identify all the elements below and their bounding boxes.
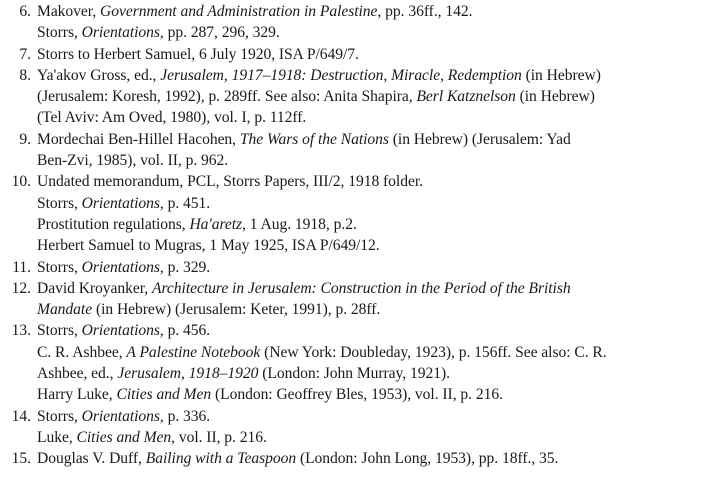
note-text xyxy=(37,299,380,320)
note-line xyxy=(0,342,706,363)
note-text xyxy=(37,1,472,22)
note-segment: Mordechai Ben-Hillel Hacohen, xyxy=(37,130,240,148)
note-number: 14. xyxy=(11,407,31,425)
italic-title: Orientations xyxy=(81,24,160,42)
note-line xyxy=(0,320,706,341)
note-segment: , p. 329. xyxy=(159,258,211,276)
italic-title: Cities and Men xyxy=(116,386,212,404)
note-line xyxy=(0,363,706,384)
note-line xyxy=(0,44,706,65)
note-segment: Herbert Samuel to Mugras, 1 May 1925, ISA P/649/12. xyxy=(37,237,380,255)
note-segment: Prostitution regulations, xyxy=(37,215,190,233)
note-line xyxy=(0,278,706,299)
note-line xyxy=(0,406,706,427)
note-segment: , 1 Aug. 1918, p.2. xyxy=(242,215,357,233)
note-line xyxy=(0,427,706,448)
note-number: 10. xyxy=(11,173,31,191)
note-segment: , p. 336. xyxy=(159,407,211,425)
note-segment: (in Hebrew) (Jerusalem: Yad xyxy=(388,130,571,148)
note-segment: Storrs, xyxy=(37,407,82,425)
note-segment: , p. 451. xyxy=(159,194,211,212)
note-line xyxy=(0,384,706,405)
note-line xyxy=(0,22,706,43)
note-line xyxy=(0,86,706,107)
italic-title: Orientations xyxy=(81,322,160,340)
note-line xyxy=(0,1,706,22)
note-segment: Douglas V. Duff, xyxy=(37,450,146,468)
note-number: 12. xyxy=(11,279,31,297)
note-number: 11. xyxy=(12,258,31,276)
note-segment: (in Hebrew) (Jerusalem: Keter, 1991), p. 28ff. xyxy=(92,301,381,319)
note-segment: Storrs, xyxy=(37,258,82,276)
note-segment: Undated memorandum, PCL, Storrs Papers, III/2, 1918 folder. xyxy=(37,173,423,191)
italic-title: Orientations xyxy=(81,407,160,425)
italic-title: Cities and Men xyxy=(76,428,172,446)
note-segment: Storrs, xyxy=(37,24,82,42)
note-segment: (London: John Murray, 1921). xyxy=(258,365,450,383)
note-text xyxy=(37,214,357,235)
note-number: 7. xyxy=(19,45,31,63)
note-segment: (Jerusalem: Koresh, 1992), p. 289ff. See also: Anita Shapira, xyxy=(37,88,417,106)
note-text xyxy=(37,86,595,107)
note-segment: Ben-Zvi, 1985), vol. II, p. 962. xyxy=(37,152,229,170)
note-text xyxy=(37,150,228,171)
note-text xyxy=(37,278,571,299)
note-line xyxy=(0,171,706,192)
note-segment: (London: John Long, 1953), pp. 18ff., 35. xyxy=(296,450,559,468)
note-text xyxy=(37,448,558,469)
note-line xyxy=(0,235,706,256)
italic-title: Architecture in Jerusalem: Construction in the Period of the British xyxy=(152,279,571,297)
note-number: 8. xyxy=(19,66,31,84)
note-segment: , pp. 36ff., 142. xyxy=(377,3,473,20)
note-text xyxy=(37,171,423,192)
note-text xyxy=(37,320,210,341)
italic-title: Jerusalem, 1918–1920 xyxy=(117,365,259,383)
note-segment: , pp. 287, 296, 329. xyxy=(159,24,280,42)
note-line xyxy=(0,257,706,278)
italic-title: Berl Katznelson xyxy=(416,88,516,106)
note-segment: (in Hebrew) xyxy=(515,88,595,106)
note-segment: (New York: Doubleday, 1923), p. 156ff. See also: C. R. xyxy=(260,343,607,361)
note-segment: Makover, xyxy=(37,3,101,20)
note-line xyxy=(0,448,706,469)
note-text xyxy=(37,384,503,405)
note-text xyxy=(37,107,306,128)
note-segment: Luke, xyxy=(37,428,77,446)
note-text xyxy=(37,193,210,214)
italic-title: Bailing with a Teaspoon xyxy=(145,450,297,468)
note-segment: Harry Luke, xyxy=(37,386,117,404)
note-segment: Storrs, xyxy=(37,322,82,340)
note-text xyxy=(37,65,601,86)
note-line xyxy=(0,214,706,235)
note-number: 15. xyxy=(11,450,31,468)
note-segment: Storrs to Herbert Samuel, 6 July 1920, ISA P/649/7. xyxy=(37,45,359,63)
note-segment: , p. 456. xyxy=(159,322,211,340)
note-segment: David Kroyanker, xyxy=(37,279,153,297)
note-segment: Storrs, xyxy=(37,194,82,212)
note-segment: (in Hebrew) xyxy=(521,66,601,84)
italic-title: A Palestine Notebook xyxy=(126,343,261,361)
italic-title: Jerusalem, 1917–1918: Destruction, Miracle, Redemption xyxy=(160,66,522,84)
note-text xyxy=(37,22,280,43)
note-segment: , vol. II, p. 216. xyxy=(171,428,267,446)
note-line xyxy=(0,65,706,86)
note-line xyxy=(0,299,706,320)
italic-title: Orientations xyxy=(81,194,160,212)
note-segment: (London: Geoffrey Bles, 1953), vol. II, p. 216. xyxy=(211,386,503,404)
note-text xyxy=(37,427,267,448)
note-line xyxy=(0,107,706,128)
note-text xyxy=(37,129,571,150)
italic-title: Ha'aretz xyxy=(189,215,243,233)
note-text xyxy=(37,235,380,256)
note-line xyxy=(0,150,706,171)
italic-title: Orientations xyxy=(81,258,160,276)
note-segment: C. R. Ashbee, xyxy=(37,343,127,361)
note-text xyxy=(37,257,210,278)
note-number: 13. xyxy=(11,322,31,340)
note-number: 9. xyxy=(19,130,31,148)
italic-title: Mandate xyxy=(37,301,93,319)
note-line xyxy=(0,129,706,150)
note-text xyxy=(37,406,210,427)
note-line xyxy=(0,193,706,214)
note-segment: (Tel Aviv: Am Oved, 1980), vol. I, p. 112ff. xyxy=(37,109,307,127)
italic-title: Government and Administration in Palestine xyxy=(100,3,378,20)
note-number: 6. xyxy=(19,3,31,20)
note-text xyxy=(37,342,607,363)
note-text xyxy=(37,44,359,65)
note-text xyxy=(37,363,450,384)
note-segment: Ya'akov Gross, ed., xyxy=(37,66,161,84)
italic-title: The Wars of the Nations xyxy=(239,130,389,148)
note-segment: Ashbee, ed., xyxy=(37,365,118,383)
